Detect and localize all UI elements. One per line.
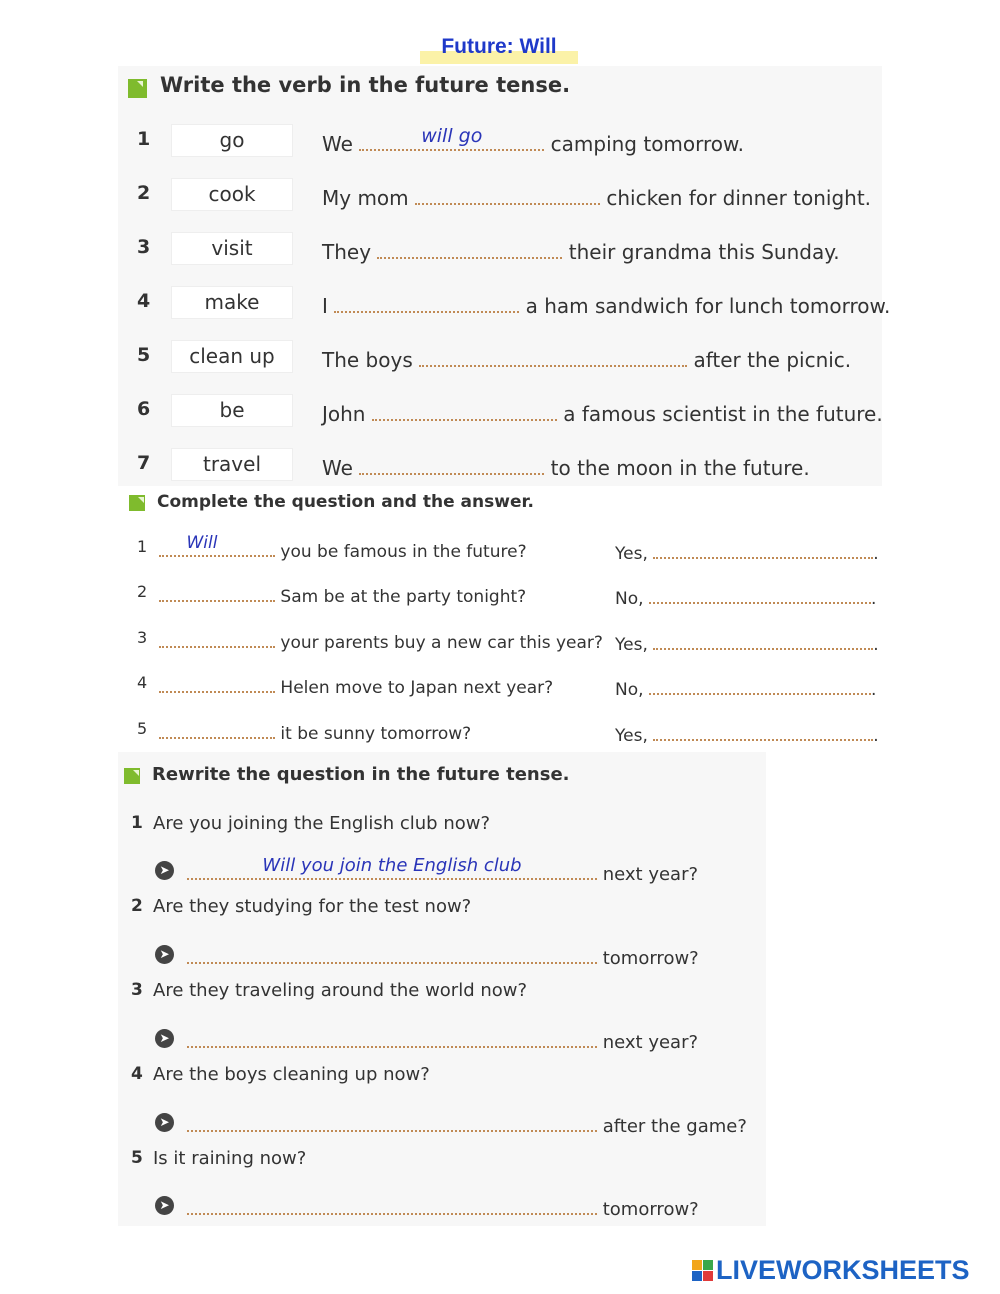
answer-ending: next year?: [602, 1032, 699, 1053]
s3-answer-line: [187, 855, 699, 885]
answer-blank[interactable]: [159, 720, 275, 739]
reply-blank[interactable]: [653, 631, 873, 650]
verb-box: cook: [171, 178, 293, 211]
arrow-right-icon: ➤: [155, 1196, 174, 1215]
s3-answer-line: [187, 1028, 698, 1053]
sentence-start: They: [322, 240, 372, 264]
sentence-start: My mom: [322, 186, 409, 210]
section-3-heading: Rewrite the question in the future tense.: [152, 764, 570, 785]
s2-reply: Yes, .: [615, 631, 879, 655]
s1-number: 2: [137, 182, 151, 204]
s3-number: 5: [131, 1148, 143, 1168]
s1-number: 1: [137, 128, 151, 150]
reply-start: Yes,: [615, 544, 648, 564]
question-text: your parents buy a new car this year?: [280, 633, 603, 653]
arrow-right-icon: ➤: [155, 1113, 174, 1132]
question-text: it be sunny tomorrow?: [280, 724, 472, 744]
s1-sentence: [322, 125, 744, 156]
s2-reply: No, .: [615, 676, 876, 700]
verb-box: travel: [171, 448, 293, 481]
s3-question: Are they studying for the test now?: [153, 896, 472, 917]
s1-number: 6: [137, 398, 151, 420]
s2-question: [159, 583, 526, 607]
handwritten-answer: will go: [421, 125, 483, 147]
answer-blank[interactable]: [415, 183, 600, 205]
s2-number: 1: [137, 537, 148, 556]
section-2-heading: Complete the question and the answer.: [157, 492, 534, 512]
arrow-right-icon: ➤: [155, 1029, 174, 1048]
s2-number: 4: [137, 673, 148, 692]
s3-question: Are the boys cleaning up now?: [153, 1064, 430, 1085]
answer-ending: tomorrow?: [602, 1199, 699, 1220]
answer-blank[interactable]: [159, 629, 275, 648]
logo-text: LIVEWORKSHEETS: [716, 1255, 970, 1285]
reply-start: No,: [615, 680, 644, 700]
answer-blank[interactable]: [159, 583, 275, 602]
s2-reply: No, .: [615, 585, 876, 609]
verb-box: make: [171, 286, 293, 319]
sentence-end: after the picnic.: [693, 348, 852, 372]
s3-number: 1: [131, 813, 143, 833]
question-text: Helen move to Japan next year?: [280, 678, 554, 698]
answer-blank[interactable]: [187, 1028, 597, 1048]
s1-sentence: [322, 183, 871, 210]
reply-blank[interactable]: [653, 722, 873, 741]
s2-question: [159, 533, 527, 562]
s2-question: [159, 674, 553, 698]
s3-answer-line: [187, 1112, 747, 1137]
arrow-right-icon: ➤: [155, 945, 174, 964]
answer-blank[interactable]: [159, 533, 275, 557]
question-text: Sam be at the party tonight?: [280, 587, 527, 607]
s3-answer-line: [187, 944, 699, 969]
answer-blank[interactable]: [372, 399, 557, 421]
reply-blank[interactable]: [649, 676, 871, 695]
s3-question: Is it raining now?: [153, 1148, 307, 1169]
s2-question: [159, 629, 603, 653]
sentence-end: their grandma this Sunday.: [568, 240, 840, 264]
s1-sentence: [322, 399, 883, 426]
reply-start: No,: [615, 589, 644, 609]
s1-sentence: [322, 237, 840, 264]
verb-box: clean up: [171, 340, 293, 373]
s3-question: Are they traveling around the world now?: [153, 980, 528, 1001]
s3-number: 2: [131, 896, 143, 916]
s1-sentence: [322, 291, 890, 318]
answer-blank[interactable]: [159, 674, 275, 693]
answer-blank[interactable]: [334, 291, 519, 313]
sentence-start: I: [322, 294, 328, 318]
section-2-panel: [118, 486, 882, 748]
answer-blank[interactable]: [187, 855, 597, 880]
answer-blank[interactable]: [359, 453, 544, 475]
answer-ending: next year?: [602, 864, 699, 885]
answer-ending: tomorrow?: [602, 948, 699, 969]
handwritten-answer: Will: [186, 533, 218, 553]
s2-reply: Yes, .: [615, 540, 879, 564]
s3-question: Are you joining the English club now?: [153, 813, 491, 834]
s1-number: 5: [137, 344, 151, 366]
sentence-end: chicken for dinner tonight.: [606, 186, 872, 210]
s2-question: [159, 720, 471, 744]
section-bullet-icon: [129, 495, 145, 511]
reply-start: Yes,: [615, 726, 648, 746]
answer-blank[interactable]: [187, 1112, 597, 1132]
section-1-heading: Write the verb in the future tense.: [160, 73, 571, 97]
s3-number: 4: [131, 1064, 143, 1084]
verb-box: be: [171, 394, 293, 427]
answer-blank[interactable]: [377, 237, 562, 259]
answer-blank[interactable]: [187, 944, 597, 964]
sentence-start: We: [322, 456, 353, 480]
s1-number: 4: [137, 290, 151, 312]
sentence-end: a ham sandwich for lunch tomorrow.: [525, 294, 891, 318]
page-title: Future: Will: [420, 30, 578, 64]
s1-sentence: [322, 453, 810, 480]
liveworksheets-logo[interactable]: [692, 1255, 970, 1286]
liveworksheets-logo-icon: [692, 1260, 714, 1282]
s2-reply: Yes, .: [615, 722, 879, 746]
s2-number: 3: [137, 628, 148, 647]
handwritten-answer: Will you join the English club: [262, 855, 522, 876]
sentence-end: to the moon in the future.: [550, 456, 810, 480]
section-bullet-icon: [124, 768, 140, 784]
reply-blank[interactable]: [649, 585, 871, 604]
verb-box: go: [171, 124, 293, 157]
sentence-end: camping tomorrow.: [550, 132, 744, 156]
s1-number: 7: [137, 452, 151, 474]
s3-answer-line: [187, 1195, 699, 1220]
s1-number: 3: [137, 236, 151, 258]
reply-start: Yes,: [615, 635, 648, 655]
answer-blank[interactable]: [359, 125, 544, 151]
s2-number: 5: [137, 719, 148, 738]
answer-blank[interactable]: [419, 345, 687, 367]
sentence-end: a famous scientist in the future.: [563, 402, 883, 426]
arrow-right-icon: ➤: [155, 861, 174, 880]
section-bullet-icon: [128, 79, 147, 98]
answer-blank[interactable]: [187, 1195, 597, 1215]
sentence-start: We: [322, 132, 353, 156]
verb-box: visit: [171, 232, 293, 265]
s2-number: 2: [137, 582, 148, 601]
sentence-start: John: [322, 402, 366, 426]
sentence-start: The boys: [322, 348, 413, 372]
reply-blank[interactable]: [653, 540, 873, 559]
s3-number: 3: [131, 980, 143, 1000]
s1-sentence: [322, 345, 851, 372]
question-text: you be famous in the future?: [280, 542, 527, 562]
answer-ending: after the game?: [602, 1116, 747, 1137]
